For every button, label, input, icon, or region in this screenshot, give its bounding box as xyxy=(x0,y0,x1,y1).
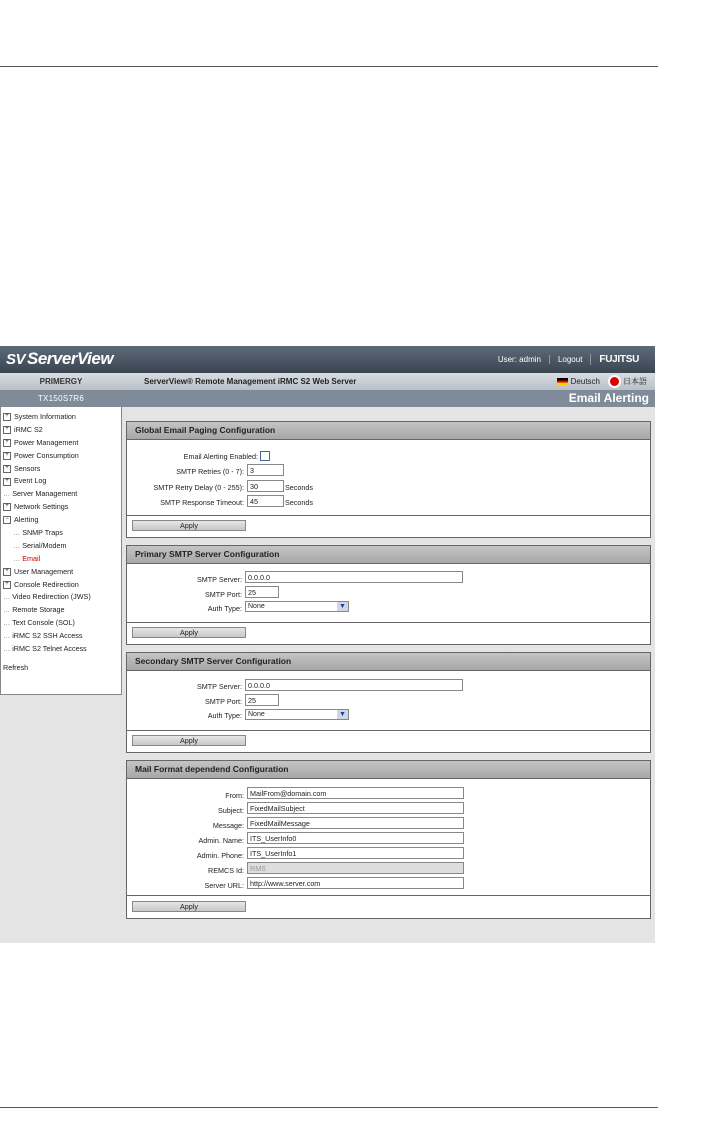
chevron-down-icon: ▼ xyxy=(337,602,348,611)
sidebar-item-label: Network Settings xyxy=(14,502,69,512)
smtp-retry-delay-input[interactable]: 30 xyxy=(247,480,284,492)
sidebar-item-label: User Management xyxy=(14,566,74,576)
smtp-port-label: SMTP Port: xyxy=(204,697,242,706)
collapse-icon[interactable]: − xyxy=(3,516,11,524)
from-input[interactable]: MailFrom@domain.com xyxy=(247,787,464,799)
tree-line-icon: … xyxy=(3,489,11,499)
sidebar-item-label: Sensors xyxy=(14,463,41,473)
subject-label: Subject: xyxy=(218,806,244,815)
sidebar-item-power-consumption[interactable] xyxy=(1,450,121,463)
refresh-link[interactable]: Refresh xyxy=(3,662,29,672)
smtp-server-input[interactable]: 0.0.0.0 xyxy=(245,571,463,583)
sidebar-item-label: Console Redirection xyxy=(14,579,79,589)
sidebar-item-label: iRMC S2 xyxy=(14,424,43,434)
smtp-retry-delay-label: SMTP Retry Delay (0 - 255): xyxy=(153,483,244,492)
serverview-logo: SV ServerView xyxy=(6,349,114,368)
sidebar-tree xyxy=(1,411,121,675)
german-flag-icon xyxy=(557,378,568,385)
apply-button[interactable]: Apply xyxy=(132,520,246,531)
remcs-id-label: REMCS Id: xyxy=(208,866,244,875)
sidebar-item-email[interactable] xyxy=(1,553,121,566)
tree-line-icon: … xyxy=(13,540,21,550)
sidebar-item-server-management[interactable] xyxy=(1,488,121,501)
expand-icon[interactable]: + xyxy=(3,439,11,447)
page-title: Email Alerting xyxy=(122,390,655,407)
smtp-port-label: SMTP Port: xyxy=(204,590,242,599)
sidebar-item-sensors[interactable] xyxy=(1,463,121,476)
tree-line-icon: … xyxy=(13,553,21,563)
remcs-id-input: RMS xyxy=(247,862,464,874)
sidebar-item-power-management[interactable] xyxy=(1,437,121,450)
smtp-port-input[interactable]: 25 xyxy=(245,586,279,598)
product-name: PRIMERGY xyxy=(39,377,83,386)
sidebar-item-label: Remote Storage xyxy=(12,605,65,615)
server-model: TX150S7R6 xyxy=(1,391,121,407)
smtp-timeout-label: SMTP Response Timeout: xyxy=(160,498,244,507)
tree-line-icon: … xyxy=(13,528,21,538)
smtp-port-input[interactable]: 25 xyxy=(245,694,279,706)
sidebar-item-label: System Information xyxy=(14,412,76,421)
sidebar-item-user-management[interactable] xyxy=(1,566,121,579)
sidebar-item-label: SNMP Traps xyxy=(22,528,63,538)
panel-title: Primary SMTP Server Configuration xyxy=(127,546,650,564)
sidebar-item-snmp-traps[interactable] xyxy=(1,527,121,540)
server-url-input[interactable]: http://www.server.com xyxy=(247,877,464,889)
sidebar-item-label: iRMC S2 Telnet Access xyxy=(12,644,87,654)
panel-title: Secondary SMTP Server Configuration xyxy=(127,653,650,671)
lang-de-link[interactable]: Deutsch xyxy=(557,373,600,390)
tree-line-icon: … xyxy=(3,631,11,641)
sidebar-item-serial-modem[interactable] xyxy=(1,540,121,553)
expand-icon[interactable]: + xyxy=(3,581,11,589)
sidebar-item-label: iRMC S2 SSH Access xyxy=(12,631,83,641)
expand-icon[interactable]: + xyxy=(3,426,11,434)
smtp-server-label: SMTP Server: xyxy=(197,575,242,584)
sidebar-item-remote-storage[interactable] xyxy=(1,604,121,617)
sidebar-item-event-log[interactable] xyxy=(1,475,121,488)
sidebar-item-label: Server Management xyxy=(12,489,78,499)
mail-format-panel xyxy=(126,760,651,919)
email-enabled-label: Email Alerting Enabled: xyxy=(183,452,258,461)
sidebar-item-label: Event Log xyxy=(14,476,47,486)
chevron-down-icon: ▼ xyxy=(337,710,348,719)
divider xyxy=(127,895,650,896)
server-title: ServerView® Remote Management iRMC S2 Web Server xyxy=(144,377,357,386)
sidebar-item-label: Email xyxy=(22,553,41,563)
language-switch xyxy=(557,373,647,390)
subject-input[interactable]: FixedMailSubject xyxy=(247,802,464,814)
smtp-retries-label: SMTP Retries (0 - 7): xyxy=(176,467,244,476)
auth-type-select[interactable]: None ▼ xyxy=(245,709,349,720)
expand-icon[interactable]: + xyxy=(3,452,11,460)
fujitsu-logo: FUJITSU xyxy=(590,354,647,365)
from-label: From: xyxy=(225,791,244,800)
expand-icon[interactable]: + xyxy=(3,503,11,511)
smtp-server-label: SMTP Server: xyxy=(197,682,242,691)
user-link[interactable]: User: admin xyxy=(497,355,541,364)
auth-type-label: Auth Type: xyxy=(207,711,242,720)
divider xyxy=(127,515,650,516)
divider xyxy=(127,730,650,731)
expand-icon[interactable]: + xyxy=(3,465,11,473)
screenshot-frame xyxy=(0,346,655,943)
sidebar-item-label: Video Redirection (JWS) xyxy=(12,592,91,602)
expand-icon[interactable]: + xyxy=(3,568,11,576)
smtp-server-input[interactable]: 0.0.0.0 xyxy=(245,679,463,691)
top-links xyxy=(490,354,647,365)
sidebar-item-console-redirection[interactable] xyxy=(1,579,121,592)
admin-phone-label: Admin. Phone: xyxy=(196,851,244,860)
sidebar xyxy=(0,390,122,695)
timeout-unit: Seconds xyxy=(285,498,313,507)
expand-icon[interactable]: + xyxy=(3,478,11,486)
tree-line-icon: … xyxy=(3,592,11,602)
auth-type-select[interactable]: None ▼ xyxy=(245,601,349,612)
message-input[interactable]: FixedMailMessage xyxy=(247,817,464,829)
sidebar-item-network-settings[interactable] xyxy=(1,501,121,514)
secondary-smtp-panel xyxy=(126,652,651,753)
sidebar-item-irmc-s2-telnet-access[interactable] xyxy=(1,643,121,656)
smtp-retries-input[interactable]: 3 xyxy=(247,464,284,476)
divider xyxy=(127,622,650,623)
admin-name-label: Admin. Name: xyxy=(198,836,244,845)
apply-button[interactable]: Apply xyxy=(132,735,246,746)
top-bar xyxy=(0,346,655,373)
auth-type-label: Auth Type: xyxy=(207,604,242,613)
tree-line-icon: … xyxy=(3,618,11,628)
apply-button[interactable]: Apply xyxy=(132,627,246,638)
message-label: Message: xyxy=(212,821,244,830)
sidebar-item-alerting[interactable] xyxy=(1,514,121,527)
expand-icon[interactable]: + xyxy=(3,413,11,421)
sidebar-item-label: Text Console (SOL) xyxy=(12,618,75,628)
apply-button[interactable]: Apply xyxy=(132,901,246,912)
sidebar-item-video-redirection-jws[interactable] xyxy=(1,591,121,604)
japan-flag-icon xyxy=(610,377,619,386)
sidebar-item-system-information[interactable] xyxy=(1,411,121,424)
sidebar-item-irmc-s2-ssh-access[interactable] xyxy=(1,630,121,643)
global-email-panel xyxy=(126,421,651,538)
sidebar-item-irmc-s2[interactable] xyxy=(1,424,121,437)
sidebar-item-text-console-sol[interactable] xyxy=(1,617,121,630)
tree-line-icon: … xyxy=(3,605,11,615)
panel-title: Global Email Paging Configuration xyxy=(127,422,650,440)
sidebar-item-label: Serial/Modem xyxy=(22,540,67,550)
tree-line-icon: … xyxy=(3,644,11,654)
admin-phone-input[interactable]: ITS_UserInfo1 xyxy=(247,847,464,859)
admin-name-input[interactable]: ITS_UserInfo0 xyxy=(247,832,464,844)
bottom-rule xyxy=(0,1107,658,1108)
primary-smtp-panel xyxy=(126,545,651,645)
panel-title: Mail Format dependend Configuration xyxy=(127,761,650,779)
email-enabled-checkbox[interactable] xyxy=(260,451,270,461)
sidebar-item-label: Alerting xyxy=(14,515,39,525)
smtp-timeout-input[interactable]: 45 xyxy=(247,495,284,507)
lang-jp-link[interactable]: 日本語 xyxy=(610,373,647,390)
logout-link[interactable]: Logout xyxy=(549,355,590,364)
server-url-label: Server URL: xyxy=(204,881,244,890)
sidebar-item-label: Power Management xyxy=(14,437,79,447)
top-rule xyxy=(0,66,658,67)
sidebar-item-label: Power Consumption xyxy=(14,450,79,460)
sub-header xyxy=(0,373,655,390)
delay-unit: Seconds xyxy=(285,483,313,492)
